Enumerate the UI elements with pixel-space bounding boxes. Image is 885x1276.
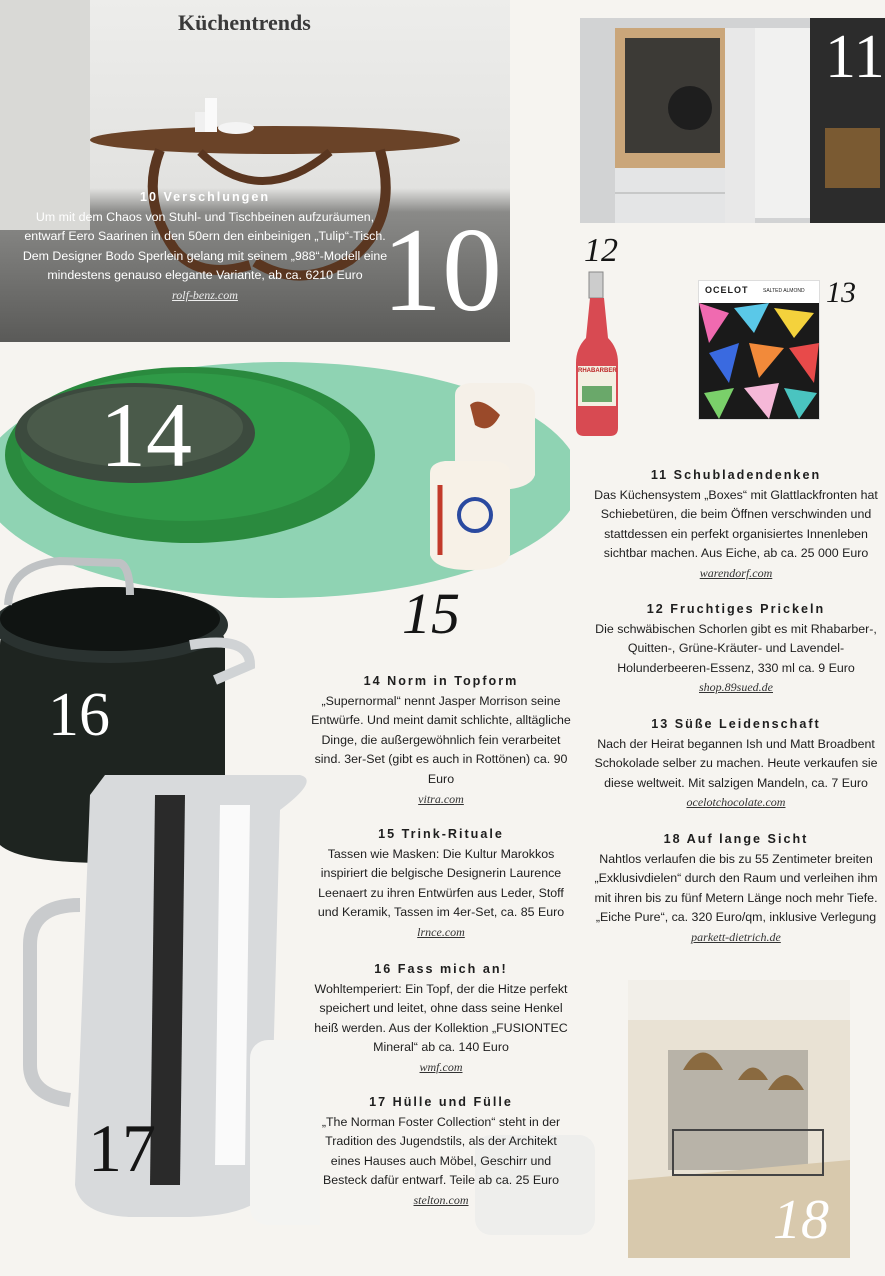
item-number-10: 10 xyxy=(382,203,502,336)
caption-heading: 15 Trink-Rituale xyxy=(378,827,504,841)
caption-10 xyxy=(20,188,390,306)
caption-link[interactable]: stelton.com xyxy=(413,1192,469,1207)
photo-flooring xyxy=(628,980,850,1258)
item-number-18: 18 xyxy=(773,1189,829,1251)
caption-text: „Supernormal“ nennt Jasper Morrison seine Entwürfe. Und meint damit schlichte, alltägliche Dinge, die außergewöhnlich fein verarbeitet sind. 3er-Set (gibt es auch in Rottönen) ca. 90 Euro xyxy=(311,693,571,786)
chocolate-brand: OCELOT xyxy=(705,285,749,295)
caption-link[interactable]: lrnce.com xyxy=(417,924,465,939)
caption-link[interactable]: ocelotchocolate.com xyxy=(686,795,786,810)
caption-14 xyxy=(310,672,572,809)
chocolate-package xyxy=(698,280,820,420)
item-number-16: 16 xyxy=(48,681,110,749)
item-number-14: 14 xyxy=(100,384,192,486)
bottle-label: RHABARBER xyxy=(578,368,617,374)
caption-heading: 13 Süße Leidenschaft xyxy=(651,717,821,731)
caption-text: Um mit dem Chaos von Stuhl- und Tischbeinen aufzuräumen, entwarf Eero Saarinen in den 50ern den einbeinigen „Tulip“-Tisch. Dem Designer Bodo Sperlein gelang mit seinem „988“-Modell eine mindestens genauso elegante Variante, ab ca. 6210 Euro xyxy=(22,209,388,283)
caption-heading: 16 Fass mich an! xyxy=(374,962,508,976)
caption-text: „The Norman Foster Collection“ steht in der Tradition des Jugendstils, als der Architekt eines Hauses auch Möbel, Geschirr und Besteck dafür entwarf. Teile ab ca. 25 Euro xyxy=(321,1114,561,1188)
chocolate-pattern xyxy=(699,303,819,419)
caption-link[interactable]: shop.89sued.de xyxy=(699,680,773,695)
bottle-illustration xyxy=(572,268,622,438)
chocolate-flavor: SALTED ALMOND xyxy=(763,288,805,294)
caption-heading: 17 Hülle und Fülle xyxy=(369,1095,513,1109)
caption-11 xyxy=(590,466,882,584)
photo-table xyxy=(0,0,510,342)
item-number-11: 11 xyxy=(825,23,885,91)
item-number-17: 17 xyxy=(88,1110,156,1186)
caption-text: Nahtlos verlaufen die bis zu 55 Zentimeter breiten „Exklusivdielen“ durch den Raum und verleihen ihm mit ihren bis zu fünf Metern Länge noch mehr Tiefe. „Eiche Pure“, ca. 320 Euro/qm, inklusive Verlegung xyxy=(594,851,878,925)
caption-link[interactable]: parkett-dietrich.de xyxy=(691,929,781,944)
caption-text: Die schwäbischen Schorlen gibt es mit Rhabarber-, Quitten-, Grüne-Kräuter- und Lavendel-Holunderbeeren-Essenz, 330 ml ca. 9 Euro xyxy=(595,621,877,675)
caption-16 xyxy=(310,960,572,1078)
photo-kitchen xyxy=(580,18,885,223)
jug-illustration xyxy=(20,765,320,1230)
item-number-13: 13 xyxy=(826,276,856,309)
caption-heading: 11 Schubladendenken xyxy=(650,468,822,482)
caption-heading: 12 Fruchtiges Prickeln xyxy=(646,602,826,616)
caption-15 xyxy=(310,825,572,943)
caption-18 xyxy=(590,830,882,948)
caption-text: Tassen wie Masken: Die Kultur Marokkos inspiriert die belgische Designerin Laurence Leenaert zu ihren Entwürfen aus Leder, Stoff und Keramik, Tassen im 4er-Set, ca. 85 Euro xyxy=(317,846,565,920)
item-number-12: 12 xyxy=(584,232,618,269)
caption-13 xyxy=(590,715,882,813)
caption-17 xyxy=(310,1093,572,1211)
caption-link[interactable]: warendorf.com xyxy=(699,565,773,580)
caption-link[interactable]: vitra.com xyxy=(418,791,464,806)
caption-text: Das Küchensystem „Boxes“ mit Glattlackfronten hat Schiebetüren, die beim Öffnen verschwinden und stattdessen ein perfekt organisiertes Innenleben sichtbar machen. Aus Eiche, ab ca. 25 000 Euro xyxy=(594,487,878,561)
caption-text: Nach der Heirat begannen Ish und Matt Broadbent Schokolade selber zu machen. Heute verkaufen sie diese weltweit. Mit salzigen Mandeln, ca. 7 Euro xyxy=(594,736,878,790)
caption-text: Wohltemperiert: Ein Topf, der die Hitze perfekt speichert und leitet, ohne dass seine Henkel heiß werden. Aus der Kollektion „FUSIONTEC Mineral“ ab ca. 140 Euro xyxy=(314,981,568,1055)
caption-link[interactable]: wmf.com xyxy=(419,1059,463,1074)
caption-heading: 10 Verschlungen xyxy=(139,190,271,204)
caption-heading: 14 Norm in Topform xyxy=(363,674,519,688)
caption-link[interactable]: rolf-benz.com xyxy=(172,287,238,302)
caption-12 xyxy=(590,600,882,698)
section-title: Küchentrends xyxy=(178,10,311,35)
caption-heading: 18 Auf lange Sicht xyxy=(663,832,809,846)
item-number-15: 15 xyxy=(402,581,460,646)
